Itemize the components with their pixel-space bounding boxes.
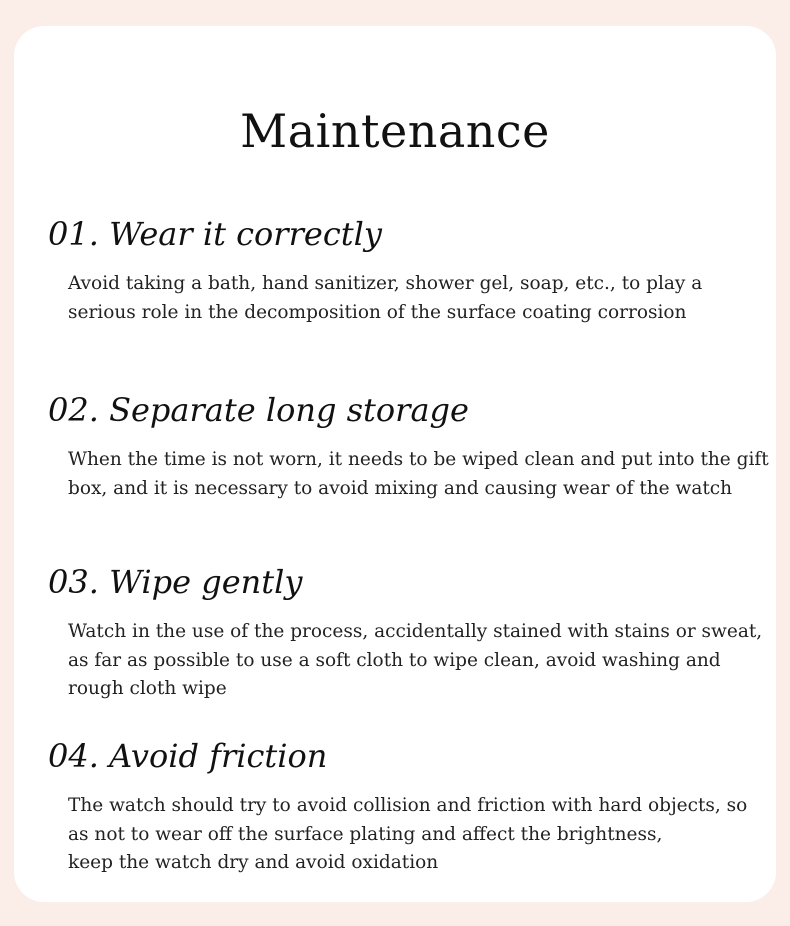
body-line: Avoid taking a bath, hand sanitizer, shower gel, soap, etc., to play a	[68, 273, 703, 294]
body-line: Watch in the use of the process, accidentally stained with stains or sweat,	[68, 621, 763, 642]
body-line: rough cloth wipe	[68, 678, 227, 699]
section-body	[68, 618, 768, 704]
body-line: box, and it is necessary to avoid mixing and causing wear of the watch	[68, 477, 733, 499]
section-heading: 03. Wipe gently	[48, 563, 303, 601]
body-line: as far as possible to use a soft cloth to wipe clean, avoid washing and	[68, 649, 721, 671]
body-line: The watch should try to avoid collision and friction with hard objects, so	[68, 795, 748, 816]
section-body	[68, 270, 768, 327]
body-line: as not to wear off the surface plating and affect the brightness,	[68, 823, 663, 845]
section-body	[68, 446, 768, 503]
section-heading: 02. Separate long storage	[48, 391, 469, 429]
body-line: When the time is not worn, it needs to be wiped clean and put into the gift	[68, 449, 769, 470]
page-title: Maintenance	[240, 104, 550, 158]
body-line: keep the watch dry and avoid oxidation	[68, 852, 439, 873]
maintenance-card	[14, 26, 776, 902]
section-heading: 01. Wear it correctly	[48, 215, 382, 253]
section-heading: 04. Avoid friction	[48, 737, 328, 775]
body-line: serious role in the decomposition of the surface coating corrosion	[68, 301, 687, 323]
section-body	[68, 792, 768, 878]
